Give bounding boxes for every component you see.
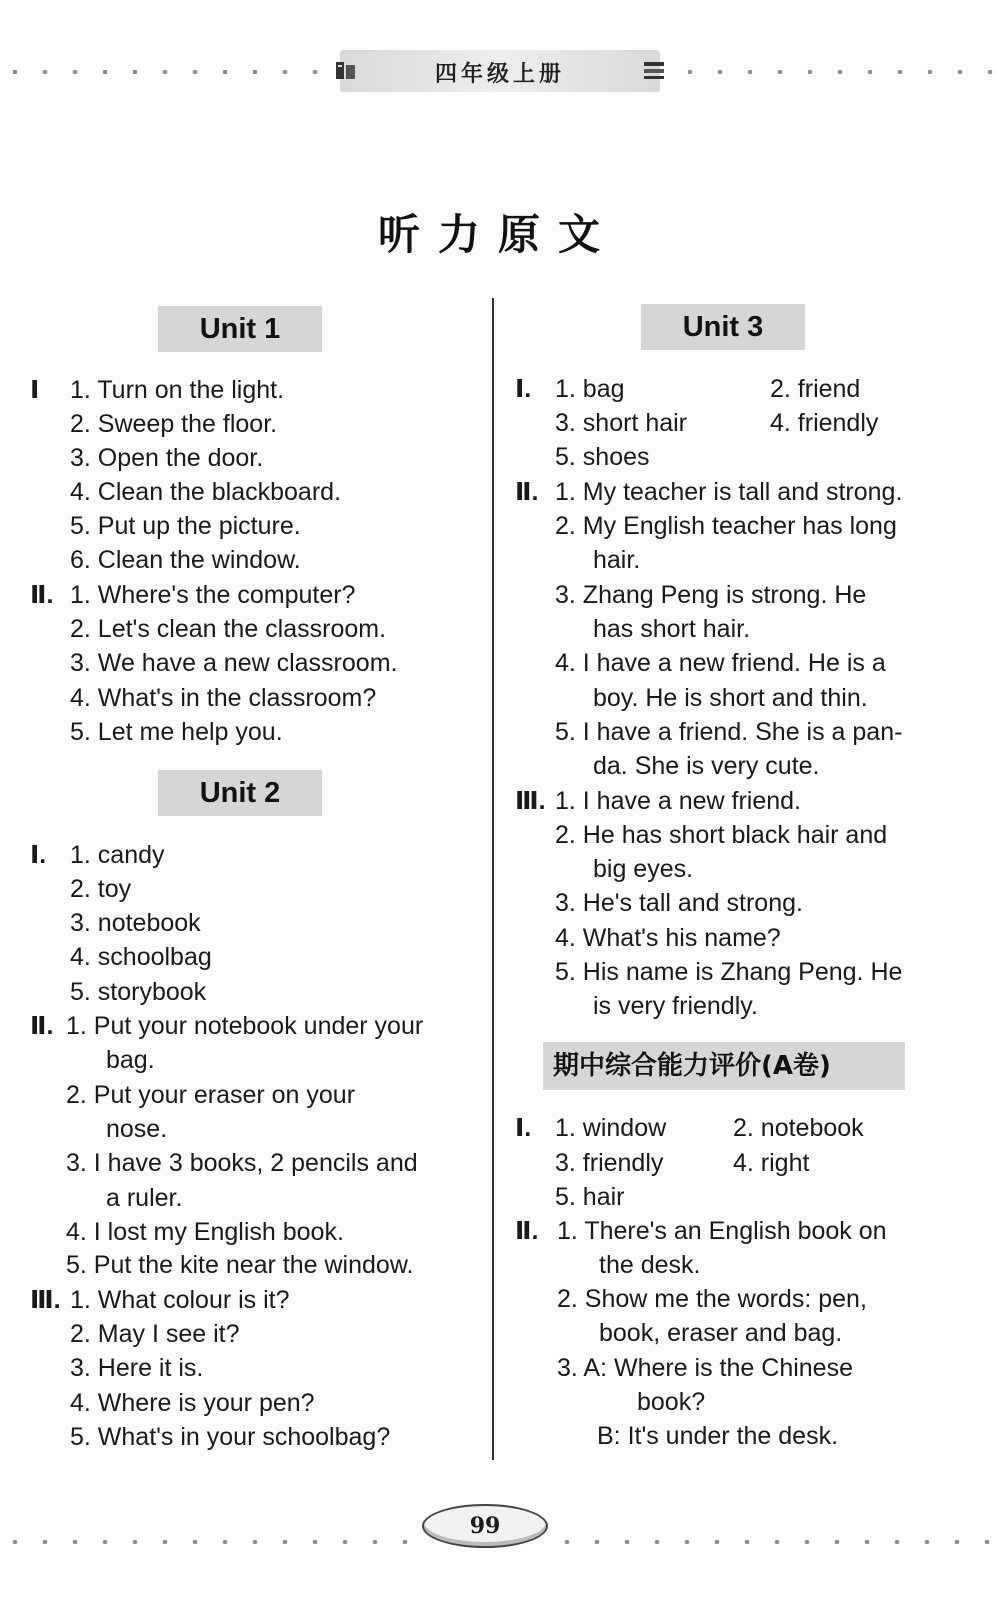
list-item: 1. What colour is it?: [70, 1286, 290, 1314]
section-roman: Ⅱ.: [515, 1217, 539, 1245]
list-item: 4. right: [733, 1149, 810, 1177]
list-item: boy. He is short and thin.: [593, 684, 868, 712]
header-band: [340, 50, 660, 92]
list-item: 3. He's tall and strong.: [555, 889, 803, 917]
list-item: 5. hair: [555, 1183, 625, 1211]
list-item: 4. schoolbag: [70, 943, 212, 971]
list-item: hair.: [593, 546, 641, 574]
list-item: big eyes.: [593, 855, 694, 883]
list-item: 5. What's in your schoolbag?: [70, 1423, 391, 1451]
list-item: 1. There's an English book on: [557, 1217, 887, 1245]
list-item: 2. Show me the words: pen,: [557, 1285, 867, 1313]
section-roman: Ⅲ.: [515, 787, 546, 815]
list-item: 2. Put your eraser on your: [66, 1081, 356, 1109]
list-item: book, eraser and bag.: [599, 1319, 843, 1347]
list-item: 6. Clean the window.: [70, 546, 301, 574]
list-item: bag.: [106, 1046, 155, 1074]
footer-dots-left: [0, 1540, 416, 1544]
section-roman: Ⅰ: [30, 376, 40, 404]
list-item: 2. May I see it?: [70, 1320, 240, 1348]
page-title: 听力原文: [377, 210, 618, 259]
list-item: 4. Clean the blackboard.: [70, 478, 342, 506]
list-item: 5. I have a friend. She is a pan-: [555, 718, 903, 746]
list-item: 2. notebook: [733, 1114, 864, 1142]
list-item: 5. Let me help you.: [70, 718, 283, 746]
list-item: book?: [637, 1388, 706, 1416]
list-item: the desk.: [599, 1251, 701, 1279]
list-item: 3. We have a new classroom.: [70, 649, 398, 677]
section-roman: Ⅰ.: [515, 375, 532, 403]
list-item: 2. Sweep the floor.: [70, 410, 278, 438]
list-item: 4. What's his name?: [555, 924, 781, 952]
list-item: nose.: [106, 1115, 168, 1143]
list-item: 3. Zhang Peng is strong. He: [555, 581, 867, 609]
list-item: 3. A: Where is the Chinese: [557, 1354, 853, 1382]
unit-1-heading: Unit 1: [158, 306, 322, 352]
section-roman: Ⅱ.: [515, 478, 539, 506]
list-item: 1. Where's the computer?: [70, 581, 356, 609]
midterm-heading: 期中综合能力评价(A卷): [543, 1042, 905, 1090]
list-item: 3. notebook: [70, 909, 201, 937]
list-item: 3. short hair: [555, 409, 688, 437]
column-divider: [492, 298, 494, 1460]
list-item: 2. Let's clean the classroom.: [70, 615, 387, 643]
unit-2-heading: Unit 2: [158, 770, 322, 816]
list-item: 1. bag: [555, 375, 625, 403]
list-item: 5. Put the kite near the window.: [66, 1251, 414, 1279]
list-item: 5. His name is Zhang Peng. He: [555, 958, 903, 986]
section-roman: Ⅰ.: [30, 841, 47, 869]
page-number-badge: [422, 1504, 548, 1548]
page-number: 99: [469, 1513, 501, 1539]
list-item: 3. I have 3 books, 2 pencils and: [66, 1149, 418, 1177]
list-item: 3. friendly: [555, 1149, 664, 1177]
list-item: 1. My teacher is tall and strong.: [555, 478, 903, 506]
header-title: 四年级上册: [434, 62, 565, 87]
section-roman: Ⅲ.: [30, 1286, 61, 1314]
list-item: B: It's under the desk.: [597, 1422, 839, 1450]
list-item: 5. shoes: [555, 443, 650, 471]
list-item: 1. window: [555, 1114, 667, 1142]
list-item: a ruler.: [106, 1184, 183, 1212]
header-dots-right: [675, 70, 996, 74]
list-item: is very friendly.: [593, 992, 758, 1020]
list-item: 4. friendly: [770, 409, 879, 437]
list-item: 4. I have a new friend. He is a: [555, 649, 886, 677]
header-dots-left: [0, 70, 326, 74]
list-item: 2. friend: [770, 375, 861, 403]
section-roman: Ⅰ.: [515, 1114, 532, 1142]
section-roman: Ⅱ.: [30, 1012, 54, 1040]
list-item: 2. He has short black hair and: [555, 821, 888, 849]
section-roman: Ⅱ.: [30, 581, 54, 609]
list-item: 2. My English teacher has long: [555, 512, 897, 540]
list-item: has short hair.: [593, 615, 751, 643]
list-item: da. She is very cute.: [593, 752, 820, 780]
list-item: 1. Turn on the light.: [70, 376, 285, 404]
list-item: 4. Where is your pen?: [70, 1389, 315, 1417]
list-item: 1. candy: [70, 841, 165, 869]
book-icon: [642, 58, 666, 82]
list-item: 4. I lost my English book.: [66, 1218, 344, 1246]
list-item: 1. Put your notebook under your: [66, 1012, 424, 1040]
list-item: 4. What's in the classroom?: [70, 684, 377, 712]
list-item: 5. Put up the picture.: [70, 512, 301, 540]
list-item: 5. storybook: [70, 978, 207, 1006]
list-item: 3. Here it is.: [70, 1354, 204, 1382]
unit-3-heading: Unit 3: [641, 304, 805, 350]
list-item: 1. I have a new friend.: [555, 787, 801, 815]
footer-dots-right: [552, 1540, 996, 1544]
list-item: 3. Open the door.: [70, 444, 264, 472]
list-item: 2. toy: [70, 875, 132, 903]
